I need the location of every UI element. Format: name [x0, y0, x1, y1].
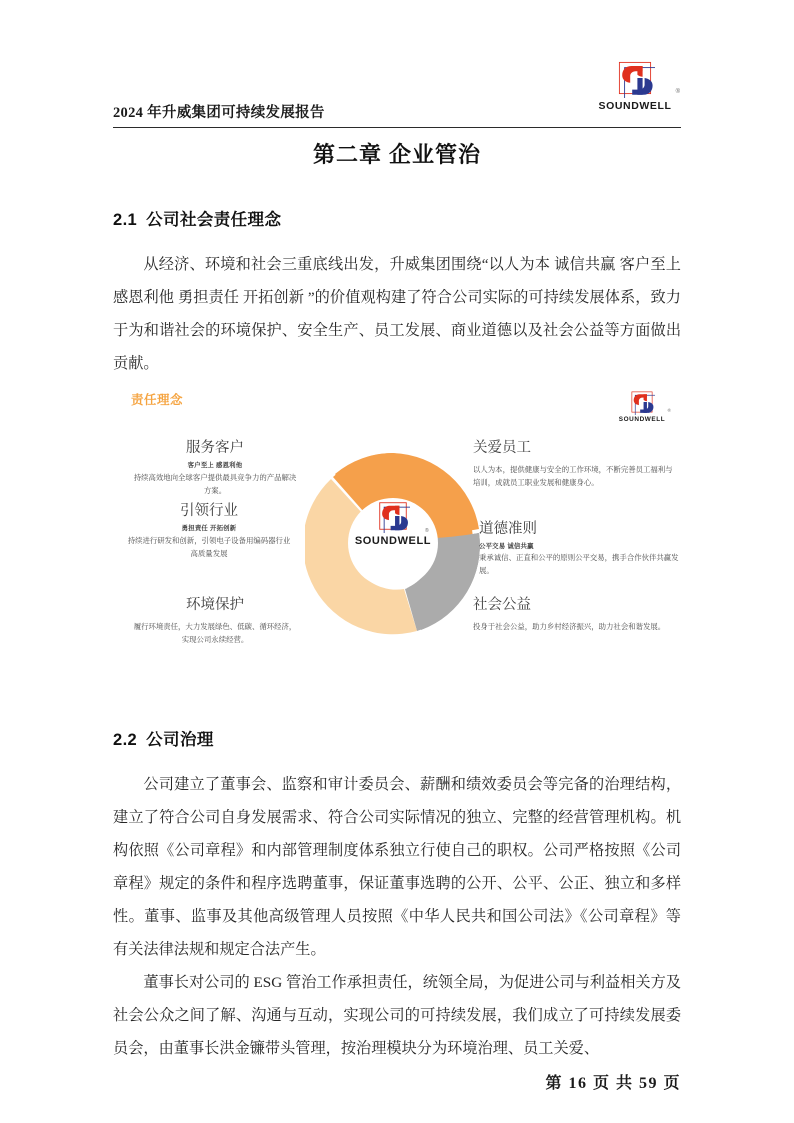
figure-item-body: 投身于社会公益，助力乡村经济振兴，助力社会和谐发展。	[473, 621, 666, 631]
registered-mark-header: ®	[675, 89, 680, 95]
section-title-2-2: 公司治理	[146, 731, 214, 749]
figure-item-body: 秉承诚信、正直和公平的原则公平交易，携手合作伙伴共赢发展。	[479, 552, 679, 575]
paragraph-2-2-1: 公司建立了董事会、监察和审计委员会、薪酬和绩效委员会等完备的治理结构，建立了符合公司自身发展需求、符合公司实际情况的独立、完整的经营管理机构。机构依照《公司章程》和内部管理制度体系独立行使自己的职权。公司严格按照《公司章程》规定的条件和程序选聘董事，保证董事选聘的公开、公平、公正、独立和多样性。董事、监事及其他高级管理人员按照《中华人民共和国公司法》《公司章程》等有关法律法规和规定合法产生。	[113, 776, 681, 958]
header-divider	[113, 127, 681, 128]
figure-title: 责任理念	[131, 393, 184, 407]
figure-item-body: 以人为本，提供健康与安全的工作环境，不断完善员工福利与培训，成就员工职业发展和健康身心。	[473, 464, 673, 487]
figure-item-public-welfare	[473, 597, 673, 633]
figure-item-title: 道德准则	[479, 521, 537, 537]
figure-item-subtitle: 公平交易 诚信共赢	[479, 542, 534, 550]
figure-item-care-employees	[473, 440, 675, 489]
figure-item-service-customers	[133, 440, 297, 497]
figure-item-title: 关爱员工	[473, 440, 531, 456]
figure-item-body: 持续进行研发和创新，引领电子设备用编码器行业高质量发展	[127, 535, 291, 558]
soundwell-wordmark-center: SOUNDWELL	[354, 535, 432, 547]
page-number-footer: 第 16 页 共 59 页	[545, 1075, 681, 1092]
figure-item-title: 引领行业	[180, 503, 238, 519]
soundwell-wordmark-figure: SOUNDWELL	[618, 416, 666, 423]
figure-item-title: 环境保护	[186, 597, 244, 613]
figure-item-title: 服务客户	[186, 440, 244, 456]
section-title-2-1: 公司社会责任理念	[146, 211, 282, 229]
figure-item-body: 持续高效地向全球客户提供最具竞争力的产品解决方案。	[133, 472, 297, 495]
soundwell-mark-icon-figure	[629, 389, 655, 415]
soundwell-mark-icon	[615, 58, 655, 98]
figure-item-title: 社会公益	[473, 597, 531, 613]
responsibility-philosophy-figure	[119, 385, 681, 663]
soundwell-mark-icon-center	[376, 499, 410, 533]
figure-item-lead-industry	[127, 503, 291, 560]
figure-item-environment	[133, 597, 297, 646]
soundwell-logo-figure	[613, 389, 671, 429]
section-heading-2-1	[113, 206, 281, 230]
donut-center-logo	[305, 499, 481, 547]
running-header-title: 2024 年升威集团可持续发展报告	[113, 105, 325, 121]
chapter-title: 第二章 企业管治	[312, 142, 482, 167]
section-number-2-1: 2.1	[113, 211, 138, 229]
figure-item-subtitle: 客户至上 感恩利他	[187, 461, 243, 469]
registered-mark-center: ®	[425, 528, 429, 534]
page-header	[113, 50, 681, 128]
figure-item-body: 履行环境责任，大力发展绿色、低碳、循环经济，实现公司永续经营。	[133, 621, 297, 644]
paragraph-2-1-1: 从经济、环境和社会三重底线出发，升威集团围绕“以人为本 诚信共赢 客户至上 感恩利他 勇担责任 开拓创新 ”的价值观构建了符合公司实际的可持续发展体系，致力于为和谐社会的环境保护、安全生产、员工发展、商业道德以及社会公益等方面做出贡献。	[113, 256, 681, 372]
section-number-2-2: 2.2	[113, 731, 138, 749]
responsibility-donut-chart	[305, 437, 481, 649]
section-heading-2-2	[113, 726, 214, 750]
paragraph-2-2-2: 董事长对公司的 ESG 管治工作承担责任，统领全局，为促进公司与利益相关方及社会公众之间了解、沟通与互动，实现公司的可持续发展，我们成立了可持续发展委员会，由董事长洪金镰带头管理，按治理模块分为环境治理、员工关爱、	[113, 974, 681, 1057]
registered-mark-figure: ®	[667, 408, 671, 413]
soundwell-wordmark-header: SOUNDWELL	[598, 100, 672, 112]
figure-item-ethics	[479, 521, 679, 577]
figure-item-subtitle: 勇担责任 开拓创新	[181, 524, 237, 532]
soundwell-logo-header	[589, 58, 681, 120]
